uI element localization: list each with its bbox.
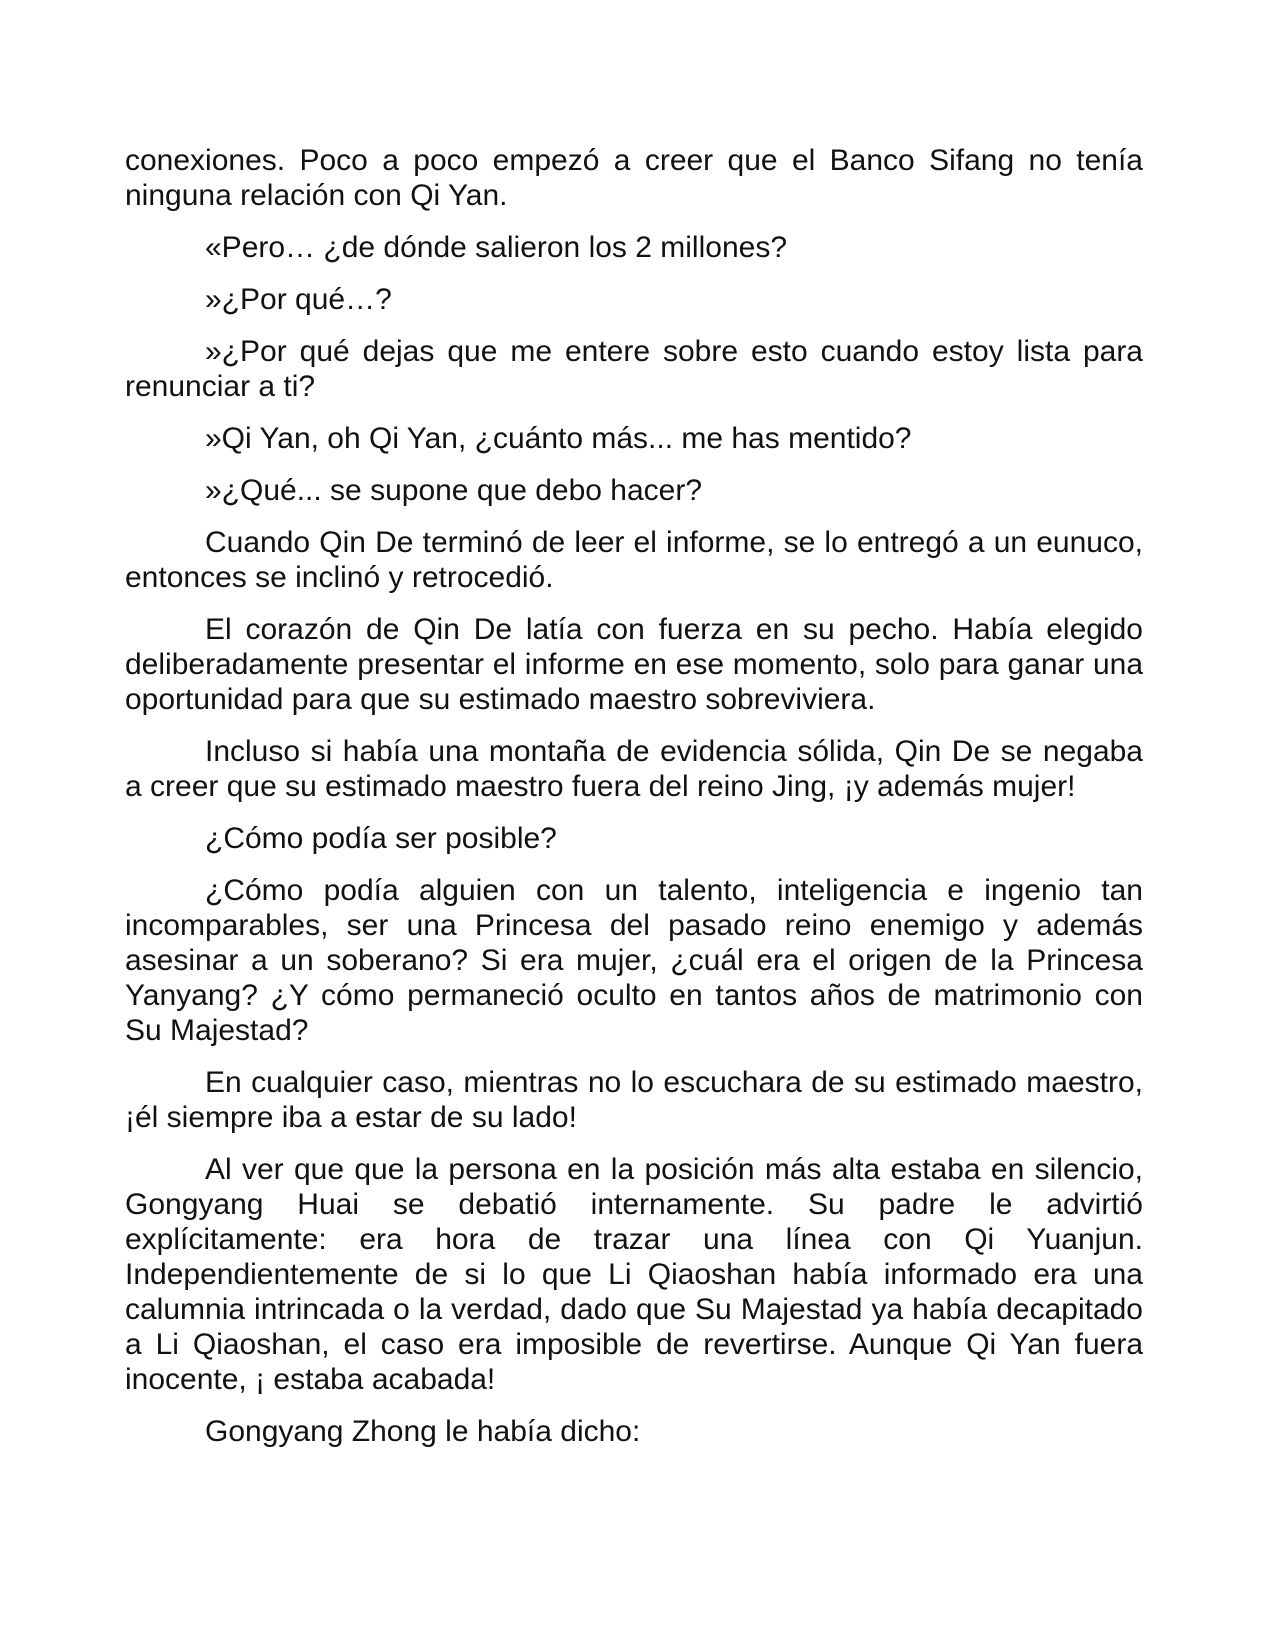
paragraph: Cuando Qin De terminó de leer el informe, se lo entregó a un eunuco, entonces se inclinó y retrocedió. xyxy=(125,526,1143,594)
body-text xyxy=(125,143,1143,1449)
paragraph: «Pero… ¿de dónde salieron los 2 millones? xyxy=(205,231,787,264)
paragraph: »¿Qué... se supone que debo hacer? xyxy=(205,474,703,507)
paragraph: ¿Cómo podía alguien con un talento, inteligencia e ingenio tan incomparables, ser una Princesa del pasado reino enemigo y además asesinar a un soberano? Si era mujer, ¿cuál era el origen de la Princesa Yanyang? ¿Y cómo permaneció oculto en tantos años de matrimonio con Su Majestad? xyxy=(125,874,1143,1047)
paragraph: Incluso si había una montaña de evidencia sólida, Qin De se negaba a creer que su estimado maestro fuera del reino Jing, ¡y además mujer! xyxy=(125,735,1143,803)
paragraph: Al ver que que la persona en la posición más alta estaba en silencio, Gongyang Huai se debatió internamente. Su padre le advirtió explícitamente: era hora de trazar una línea con Qi Yuanjun. Independientemente de si lo que Li Qiaoshan había informado era una calumnia intrincada o la verdad, dado que Su Majestad ya había decapitado a Li Qiaoshan, el caso era imposible de revertirse. Aunque Qi Yan fuera inocente, ¡ estaba acabada! xyxy=(125,1153,1143,1396)
paragraph: ¿Cómo podía ser posible? xyxy=(205,822,557,855)
paragraph: conexiones. Poco a poco empezó a creer que el Banco Sifang no tenía ninguna relación con Qi Yan. xyxy=(125,144,1143,212)
paragraph: El corazón de Qin De latía con fuerza en su pecho. Había elegido deliberadamente presentar el informe en ese momento, solo para ganar una oportunidad para que su estimado maestro sobreviviera. xyxy=(125,613,1143,716)
paragraph: En cualquier caso, mientras no lo escuchara de su estimado maestro, ¡él siempre iba a estar de su lado! xyxy=(125,1066,1143,1134)
paragraph: »Qi Yan, oh Qi Yan, ¿cuánto más... me has mentido? xyxy=(205,422,912,455)
paragraph: »¿Por qué dejas que me entere sobre esto cuando estoy lista para renunciar a ti? xyxy=(125,335,1143,403)
paragraph: Gongyang Zhong le había dicho: xyxy=(205,1415,641,1448)
paragraph: »¿Por qué…? xyxy=(205,283,392,316)
